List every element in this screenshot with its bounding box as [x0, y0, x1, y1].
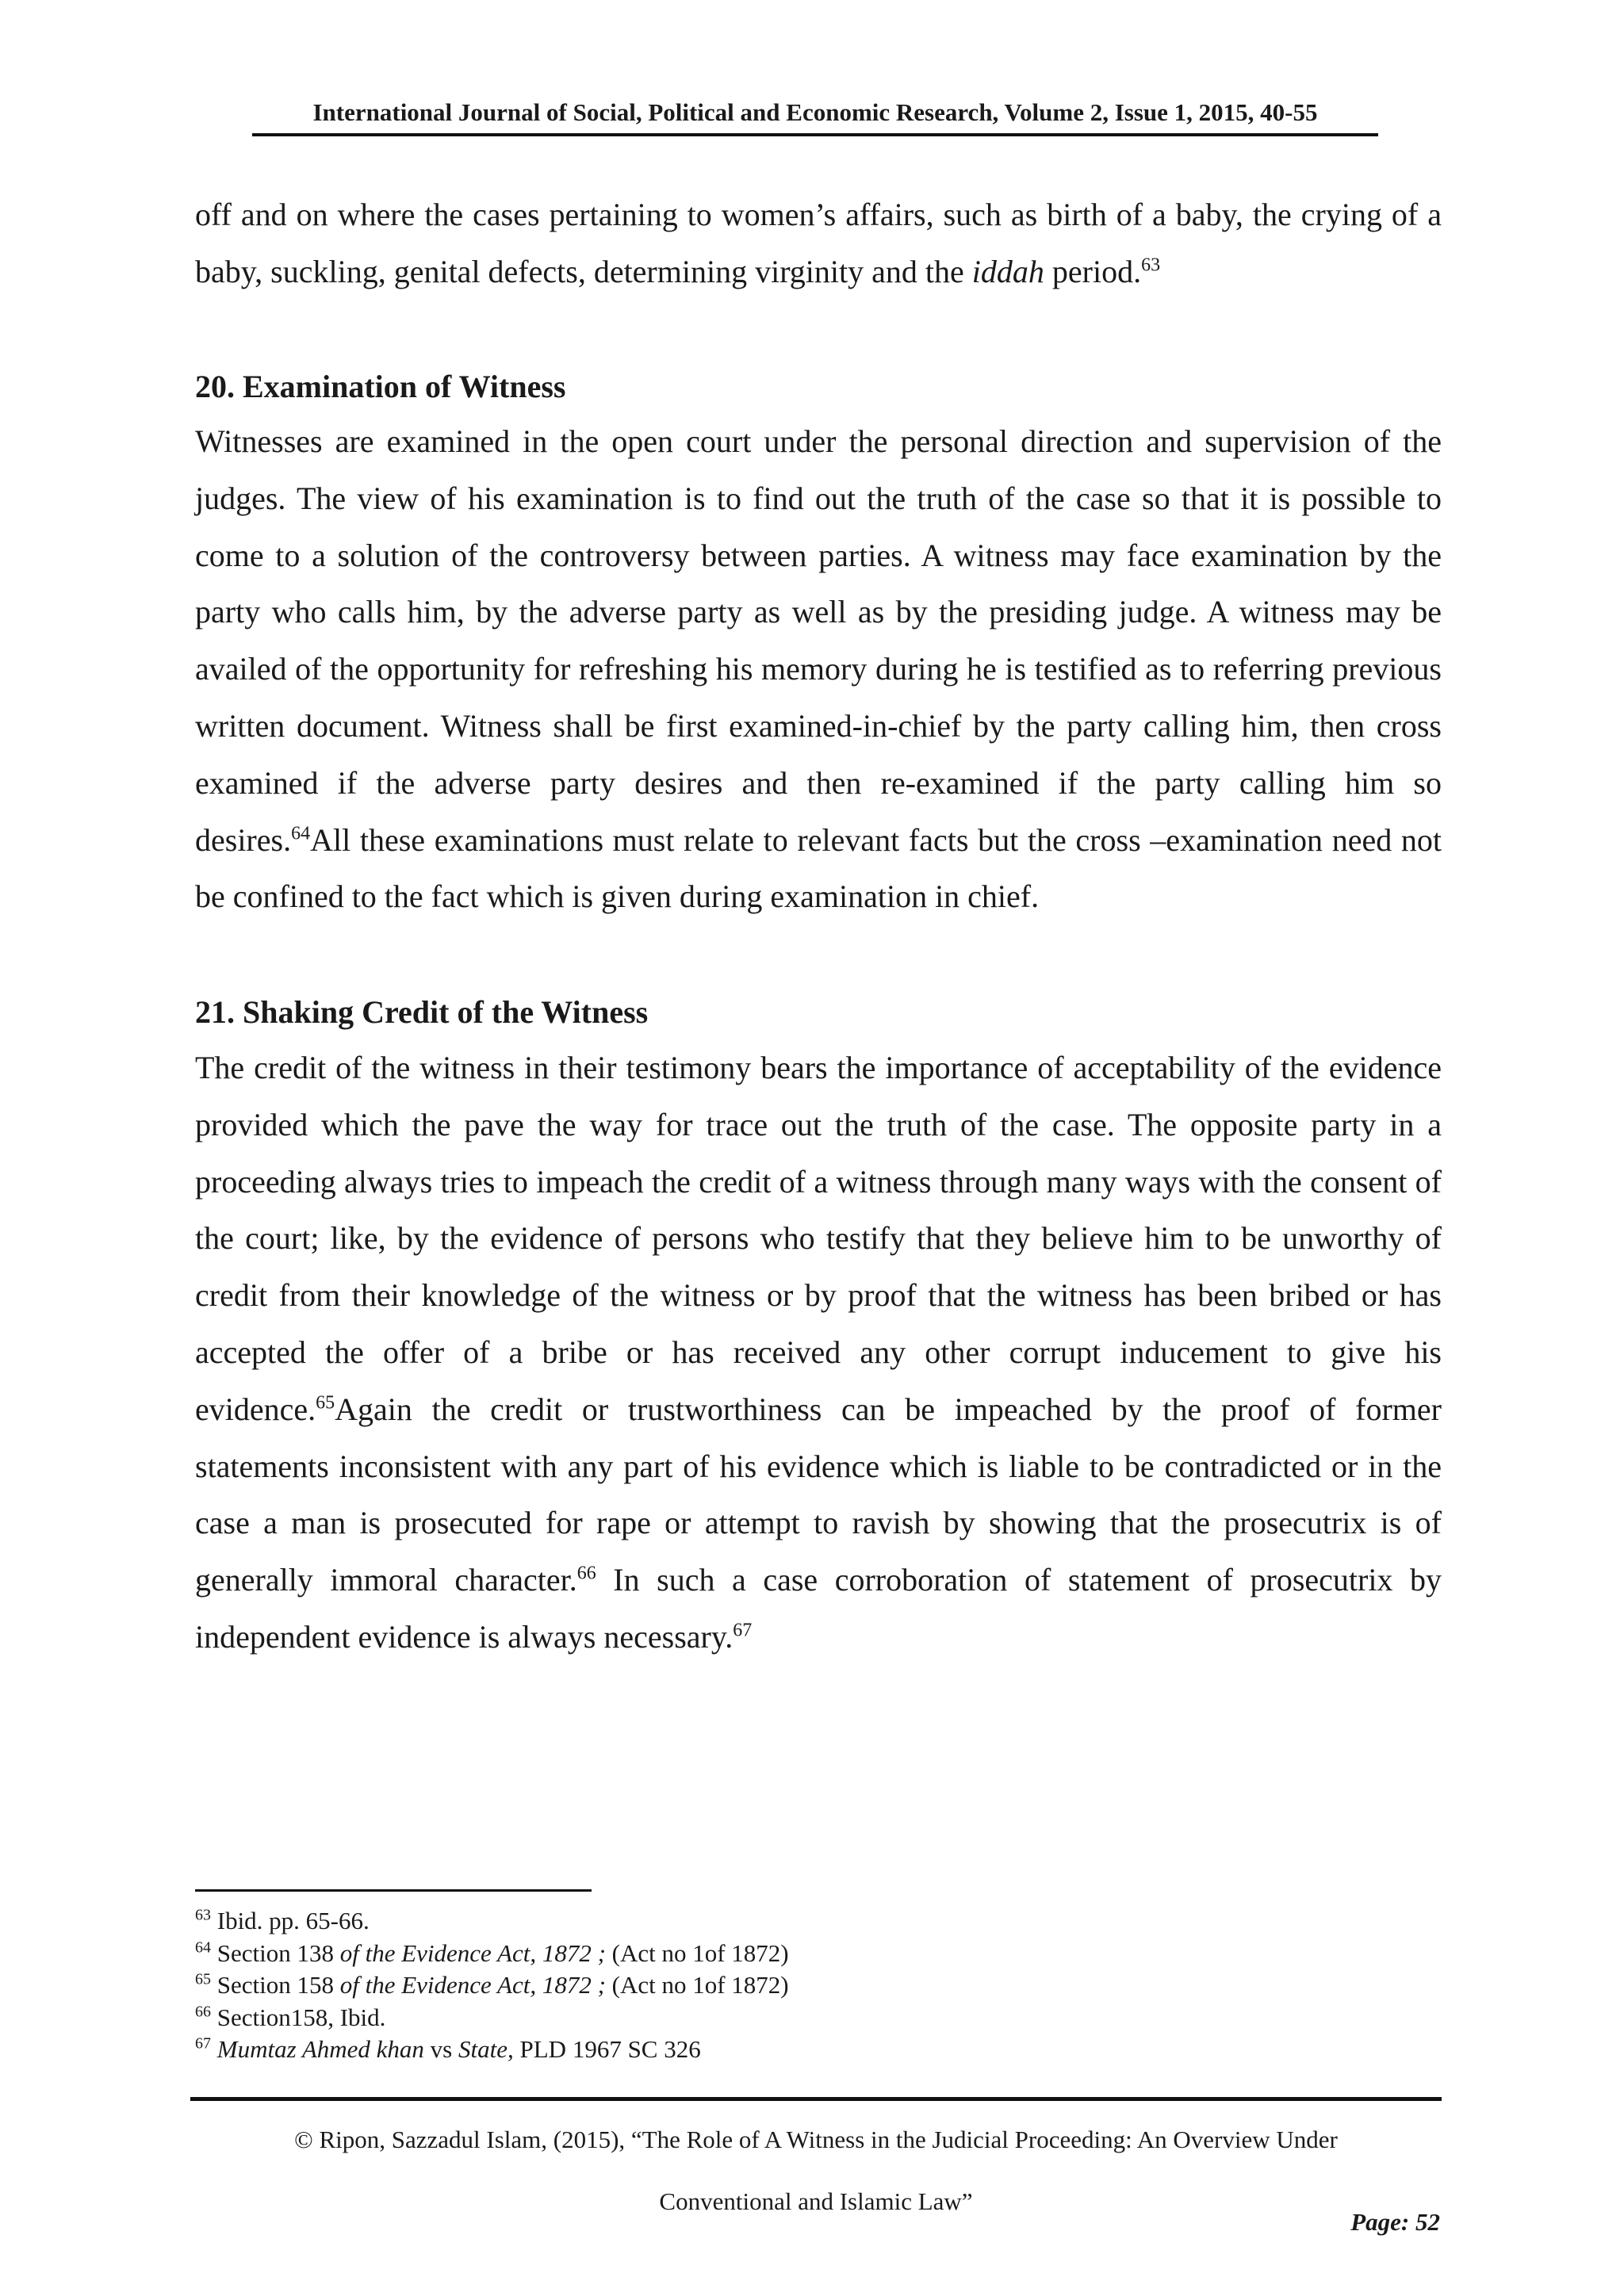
footnote-65: $^{65}$ Section 158 of the Evidence Act, 1872 ; (Act no 1of 1872): [195, 1970, 789, 1999]
section-21-heading: 21. Shaking Credit of the Witness: [195, 994, 649, 1030]
footnote-67: $^{67}$ Mumtaz Ahmed khan vs State, PLD 1967 SC 326: [195, 2034, 701, 2063]
citation-line-1: © Ripon, Sazzadul Islam, (2015), “The Role of A Witness in the Judicial Proceeding: An Overview Under: [294, 2126, 1338, 2153]
iddah-term: iddah: [971, 253, 1044, 289]
section-21-text-b: Again the credit or trustworthiness can be impeached by the proof of former statements inconsistent with any part of his evidence which is liable to be contradicted or in the case a man is prosecuted for rape or attempt to ravish by showing that the prosecutrix is of generally immoral character.: [195, 1391, 1442, 1598]
citation-line-2: Conventional and Islamic Law”: [659, 2187, 973, 2215]
footnote-ref-63[interactable]: 63: [1141, 254, 1161, 276]
footnote-ref-66[interactable]: 66: [576, 1563, 596, 1584]
footnotes: [195, 1905, 1442, 2066]
footnote-66: $^{66}$ Section158, Ibid.: [195, 2003, 386, 2031]
intro-text-b: period.: [1044, 253, 1142, 289]
footnote-ref-65[interactable]: 65: [316, 1392, 335, 1414]
header-rule: [252, 133, 1378, 136]
intro-text-a: off and on where the cases pertaining to women’s affairs, such as birth of a baby, the crying of a baby, suckling, genital defects, determining virginity and the: [195, 197, 1442, 289]
page-number: Page: 52: [1350, 2208, 1440, 2236]
footnote-ref-64[interactable]: 64: [291, 823, 311, 844]
footnote-63: $^{63}$ Ibid. pp. 65-66.: [195, 1906, 370, 1934]
section-20-text-b: All these examinations must relate to relevant facts but the cross –examination need not be confined to the fact which is given during examination in chief.: [195, 821, 1442, 915]
footnote-ref-67[interactable]: 67: [733, 1620, 753, 1641]
running-header: International Journal of Social, Political and Economic Research, Volume 2, Issue 1, 2015, 40-55: [312, 98, 1318, 126]
citation-footer: [190, 2109, 1442, 2233]
section-21-paragraph: [195, 1039, 1442, 1666]
section-20-text-a: Witnesses are examined in the open court under the personal direction and supervision of the judges. The view of his examination is to find out the truth of the case so that it is possible to come to a solution of the controversy between parties. A witness may face examination by the party who calls him, by the adverse party as well as by the presiding judge. A witness may be availed of the opportunity for refreshing his memory during he is testified as to referring previous written document. Witness shall be first examined-in-chief by the party calling him, then cross examined if the adverse party desires and then re-examined if the party calling him so desires.: [195, 423, 1442, 858]
footnote-64: $^{64}$ Section 138 of the Evidence Act, 1872 ; (Act no 1of 1872): [195, 1938, 789, 1967]
section-21-text-a: The credit of the witness in their testimony bears the importance of acceptability of the evidence provided which the pave the way for trace out the truth of the case. The opposite party in a proceeding always tries to impeach the credit of a witness through many ways with the consent of the court; like, by the evidence of persons who testify that they believe him to be unworthy of credit from their knowledge of the witness or by proof that the witness has been bribed or has accepted the offer of a bribe or has received any other corrupt inducement to give his evidence.: [195, 1050, 1442, 1427]
footnote-separator: [195, 1889, 592, 1892]
section-21-text-c: In such a case corroboration of statement of prosecutrix by independent evidence is always necessary.: [195, 1562, 1442, 1655]
section-20-heading: 20. Examination of Witness: [195, 369, 566, 404]
section-20-paragraph: [195, 413, 1442, 925]
intro-paragraph: [195, 186, 1442, 300]
footer-rule: [190, 2097, 1442, 2101]
